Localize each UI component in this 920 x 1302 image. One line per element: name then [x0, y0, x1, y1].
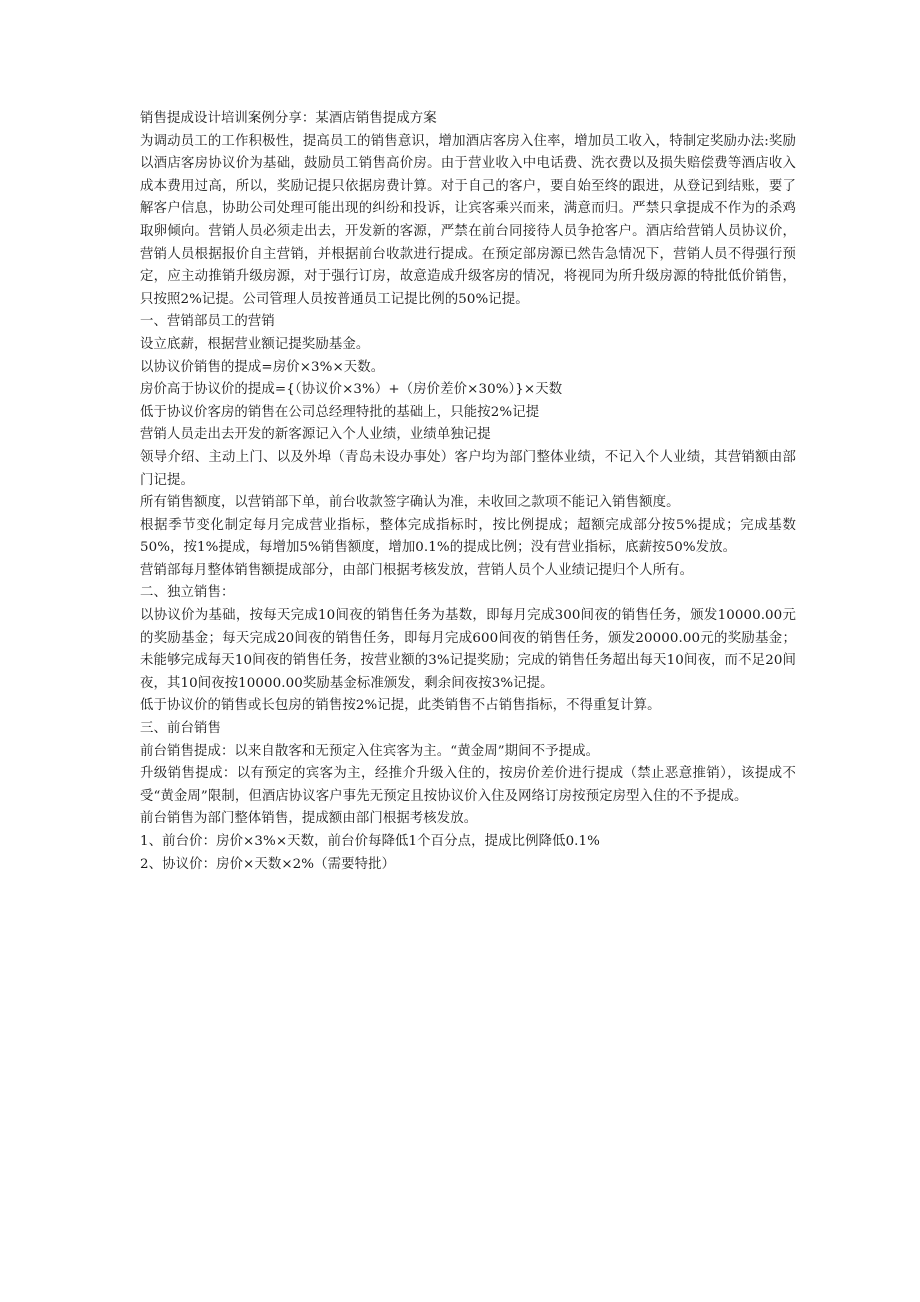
section-3-item: 1、前台价：房价×3%×天数，前台价每降低1个百分点，提成比例降低0.1%	[140, 834, 600, 849]
section-1-item: 所有销售额度，以营销部下单，前台收款签字确认为准，未收回之款项不能记入销售额度。	[140, 495, 680, 511]
section-3-heading: 三、前台销售	[140, 721, 221, 737]
section-1-item: 房价高于协议价的提成={（协议价×3%）+（房价差价×30%）}×天数	[140, 382, 563, 398]
section-3-item: 升级销售提成：以有预定的宾客为主，经推介升级入住的，按房价差价进行提成（禁止恶意推销），该提成不受“黄金周”限制，但酒店协议客户事先无预定且按协议价入住及网络订房按预定房型入住的不予提成。	[140, 766, 796, 804]
section-1-item: 营销部每月整体销售额提成部分，由部门根据考核发放，营销人员个人业绩记提归个人所有。	[140, 562, 694, 578]
section-2-item: 低于协议价的销售或长包房的销售按2%记提，此类销售不占销售指标，不得重复计算。	[140, 698, 661, 714]
section-1-item: 根据季节变化制定每月完成营业指标，整体完成指标时，按比例提成；超额完成部分按5%提成；完成基数50%，按1%提成，每增加5%销售额度，增加0.1%的提成比例；没有营业指标，底薪按50%发放。	[140, 517, 796, 556]
section-3-item: 前台销售提成：以来自散客和无预定入住宾客为主。“黄金周”期间不予提成。	[140, 743, 600, 759]
document-body	[140, 108, 796, 876]
document-title: 销售提成设计培训案例分享：某酒店销售提成方案	[140, 111, 437, 126]
section-1-item: 营销人员走出去开发的新客源记入个人业绩，业绩单独记提	[140, 427, 491, 443]
section-3-item: 前台销售为部门整体销售，提成额由部门根据考核发放。	[140, 811, 478, 827]
section-1-heading: 一、营销部员工的营销	[140, 314, 275, 330]
section-1-item: 以协议价销售的提成=房价×3%×天数。	[140, 359, 385, 375]
section-1-item: 领导介绍、主动上门、以及外埠（青岛未设办事处）客户均为部门整体业绩，不记入个人业绩，其营销额由部门记提。	[140, 449, 796, 488]
section-3-item: 2、协议价：房价×天数×2%（需要特批）	[140, 856, 396, 872]
intro-paragraph: 为调动员工的工作积极性，提高员工的销售意识，增加酒店客房入住率，增加员工收入，特制定奖励办法:奖励以酒店客房协议价为基础，鼓励员工销售高价房。由于营业收入中电话费、洗衣费以及损失赔偿费等酒店收入成本费用过高，所以，奖励记提只依据房费计算。对于自己的客户，要自始至终的跟进，从登记到结账，要了解客户信息，协助公司处理可能出现的纠纷和投诉，让宾客乘兴而来，满意而归。严禁只拿提成不作为的杀鸡取卵倾向。营销人员必须走出去，开发新的客源，严禁在前台同接待人员争抢客户。酒店给营销人员协议价，营销人员根据报价自主营销，并根据前台收款进行提成。在预定部房源已然告急情况下，营销人员不得强行预定，应主动推销升级房源，对于强行订房，故意造成升级客房的情况，将视同为所升级房源的特批低价销售，只按照2%记提。公司管理人员按普通员工记提比例的50%记提。	[140, 133, 796, 307]
section-2-item: 以协议价为基础，按每天完成10间夜的销售任务为基数，即每月完成300间夜的销售任务，颁发10000.00元的奖励基金；每天完成20间夜的销售任务，即每月完成600间夜的销售任务，颁发20000.00元的奖励基金；未能够完成每天10间夜的销售任务，按营业额的3%记提奖励；完成的销售任务超出每天10间夜，而不足20间夜，其10间夜按10000.00奖励基金标准颁发，剩余间夜按3%记提。	[140, 608, 796, 691]
section-1-item: 设立底薪，根据营业额记提奖励基金。	[140, 336, 370, 352]
section-2-heading: 二、独立销售：	[140, 585, 235, 601]
section-1-item: 低于协议价客房的销售在公司总经理特批的基础上，只能按2%记提	[140, 404, 540, 420]
